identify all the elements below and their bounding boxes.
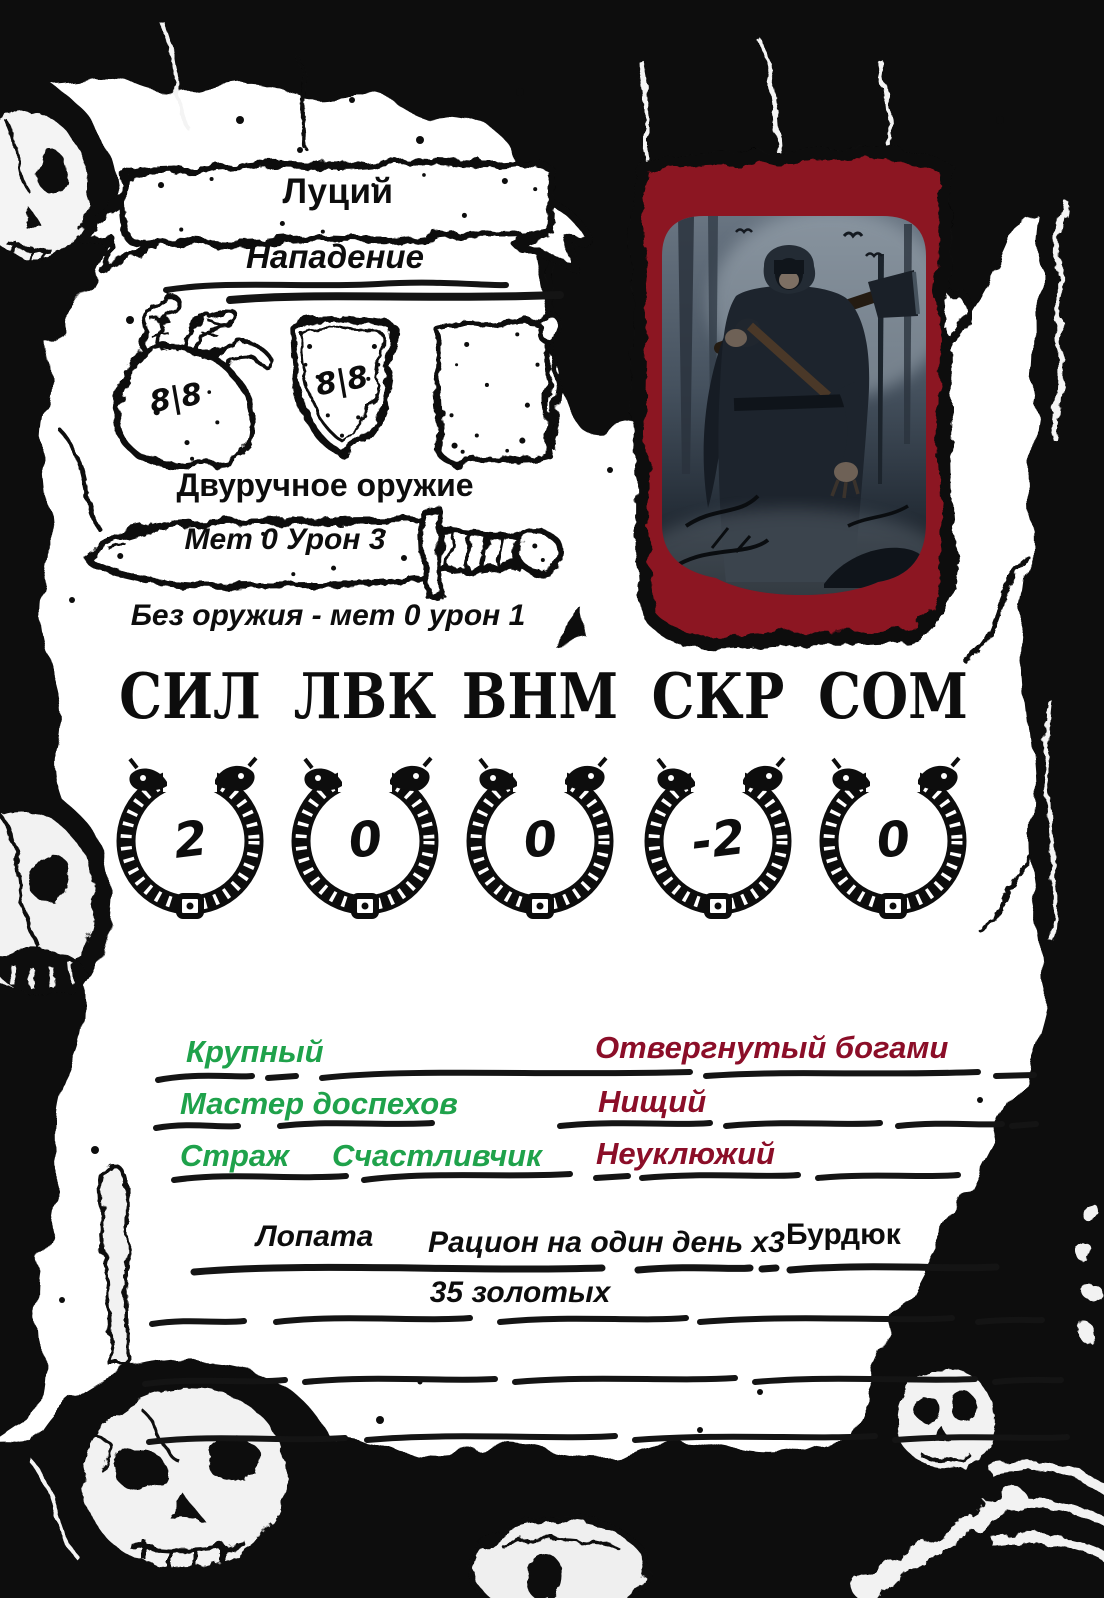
weapon-stats-label: Мет 0 Урон 3 [184,523,386,556]
portrait-frame [616,144,972,656]
armor-shield [277,306,407,466]
inventory-item: Рацион на один день х3 [428,1226,785,1259]
trait-positive: Счастливчик [332,1138,542,1173]
stat-som [803,662,983,928]
stat-label: ЛВК [293,660,437,734]
stat-label: СОМ [818,660,968,734]
stat-value: 0 [873,810,913,870]
stat-strength [100,662,280,928]
stat-value: 0 [345,810,385,870]
ouroboros-ring-icon [103,738,278,928]
ouroboros-ring-icon [631,738,806,928]
trait-negative: Неуклюжий [596,1136,775,1171]
hooded-wanderer-painting [632,209,952,624]
notes-scroll [416,304,570,476]
attack-label: Нападение [246,238,424,275]
stat-speed [628,662,808,928]
health-value: 8|8 [147,376,205,421]
stat-label: СИЛ [119,660,261,734]
unarmed-label: Без оружия - мет 0 урон 1 [130,599,526,632]
inventory-item: Бурдюк [786,1218,901,1251]
name-banner [70,144,606,302]
trait-negative: Нищий [598,1084,707,1119]
trait-negative: Отвергнутый богами [595,1030,949,1065]
ouroboros-ring-icon [453,738,628,928]
weapon-knife [80,497,568,607]
stat-attention [450,662,630,928]
ouroboros-ring-icon [806,738,981,928]
stat-value: 2 [170,810,210,870]
armor-value: 8|8 [313,359,371,404]
trait-positive: Крупный [186,1034,324,1069]
stat-value: 0 [520,810,560,870]
stat-label: СКР [651,660,785,734]
ouroboros-ring-icon [278,738,453,928]
character-name: Луций [282,172,394,211]
stat-label: ВНМ [461,660,619,734]
inventory-item: Лопата [256,1220,374,1253]
health-heart [96,291,276,481]
scroll-icon [436,320,549,463]
money-label: 35 золотых [429,1276,611,1309]
stat-dexterity [275,662,455,928]
trait-positive: Мастер доспехов [180,1086,458,1121]
stat-value: -2 [688,808,748,872]
trait-positive: Страж [180,1138,289,1173]
weapon-type-label: Двуручное оружие [176,467,474,503]
